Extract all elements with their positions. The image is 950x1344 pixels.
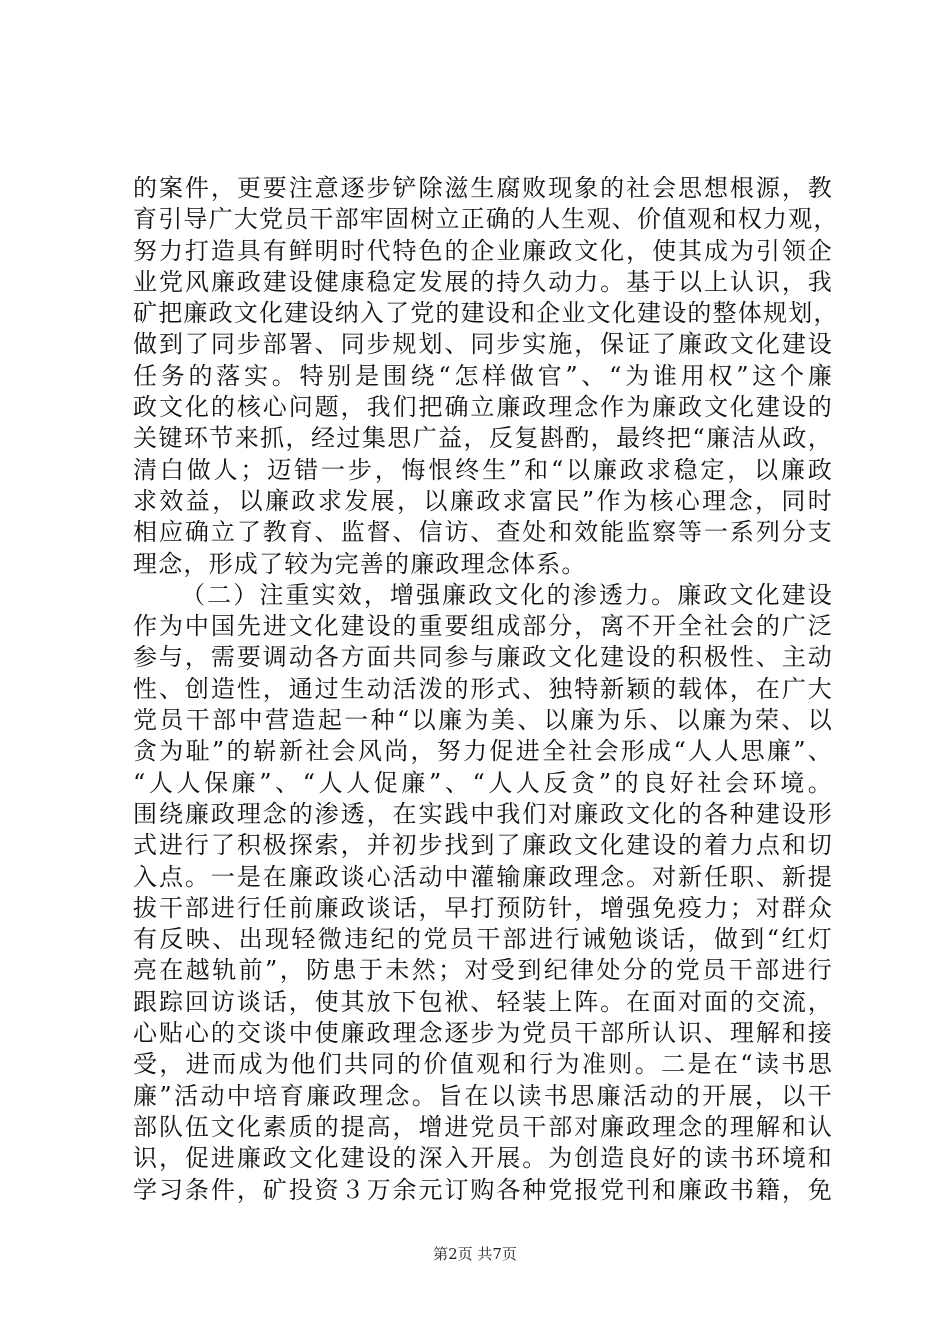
text-line: 作为中国先进文化建设的重要组成部分，离不开全社会的广泛 [133, 612, 833, 641]
page-footer: 第2页 共7页 [433, 1245, 517, 1263]
text-line: 亮在越轨前”，防患于未然；对受到纪律处分的党员干部进行 [133, 956, 833, 985]
text-line: 求效益，以廉政求发展，以廉政求富民”作为核心理念，同时 [133, 486, 833, 515]
text-line: 做到了同步部署、同步规划、同步实施，保证了廉政文化建设 [133, 330, 833, 359]
text-line: 矿把廉政文化建设纳入了党的建设和企业文化建设的整体规划， [133, 299, 839, 328]
paragraph-end-line: 理念，形成了较为完善的廉政理念体系。 [133, 549, 587, 578]
text-line: 受，进而成为他们共同的价值观和行为准则。二是在“读书思 [133, 1050, 833, 1079]
text-line: 贪为耻”的崭新社会风尚，努力促进全社会形成“人人思廉”、 [133, 737, 833, 766]
text-line: 拔干部进行任前廉政谈话，早打预防针，增强免疫力；对群众 [133, 893, 833, 922]
text-line: 廉”活动中培育廉政理念。旨在以读书思廉活动的开展，以干 [133, 1081, 833, 1110]
text-line: 政文化的核心问题，我们把确立廉政理念作为廉政文化建设的 [133, 393, 833, 422]
text-line: 相应确立了教育、监督、信访、查处和效能监察等一系列分支 [133, 518, 833, 547]
text-line: 入点。一是在廉政谈心活动中灌输廉政理念。对新任职、新提 [133, 862, 833, 891]
text-line: 党员干部中营造起一种“以廉为美、以廉为乐、以廉为荣、以 [133, 706, 833, 735]
text-line: 努力打造具有鲜明时代特色的企业廉政文化，使其成为引领企 [133, 236, 833, 265]
text-line: 性、创造性，通过生动活泼的形式、独特新颖的载体，在广大 [133, 674, 833, 703]
text-line: 任务的落实。特别是围绕“怎样做官”、“为谁用权”这个廉 [133, 361, 833, 390]
paragraph-start-line: （二）注重实效，增强廉政文化的渗透力。廉政文化建设 [181, 580, 833, 609]
text-line: 围绕廉政理念的渗透，在实践中我们对廉政文化的各种建设形 [133, 799, 833, 828]
text-line: 育引导广大党员干部牢固树立正确的人生观、价值观和权力观， [133, 205, 839, 234]
text-line: “人人保廉”、“人人促廉”、“人人反贪”的良好社会环境。 [133, 768, 833, 797]
text-line: 心贴心的交谈中使廉政理念逐步为党员干部所认识、理解和接 [133, 1019, 833, 1048]
text-line: 的案件，更要注意逐步铲除滋生腐败现象的社会思想根源，教 [133, 174, 833, 202]
text-line: 业党风廉政建设健康稳定发展的持久动力。基于以上认识，我 [133, 267, 833, 296]
text-line: 参与，需要调动各方面共同参与廉政文化建设的积极性、主动 [133, 643, 833, 672]
text-line: 式进行了积极探索，并初步找到了廉政文化建设的着力点和切 [133, 831, 833, 860]
text-line: 识，促进廉政文化建设的深入开展。为创造良好的读书环境和 [133, 1144, 833, 1173]
text-line: 清白做人；迈错一步，悔恨终生”和“以廉政求稳定，以廉政 [133, 455, 833, 484]
document-body [133, 173, 839, 1206]
text-line: 学习条件，矿投资３万余元订购各种党报党刊和廉政书籍，免 [133, 1175, 833, 1204]
text-line: 部队伍文化素质的提高，增进党员干部对廉政理念的理解和认 [133, 1112, 833, 1141]
text-line: 关键环节来抓，经过集思广益，反复斟酌，最终把“廉洁从政， [133, 424, 833, 453]
text-line: 有反映、出现轻微违纪的党员干部进行诫勉谈话，做到“红灯 [133, 925, 833, 954]
text-line: 跟踪回访谈话，使其放下包袱、轻装上阵。在面对面的交流， [133, 987, 833, 1016]
